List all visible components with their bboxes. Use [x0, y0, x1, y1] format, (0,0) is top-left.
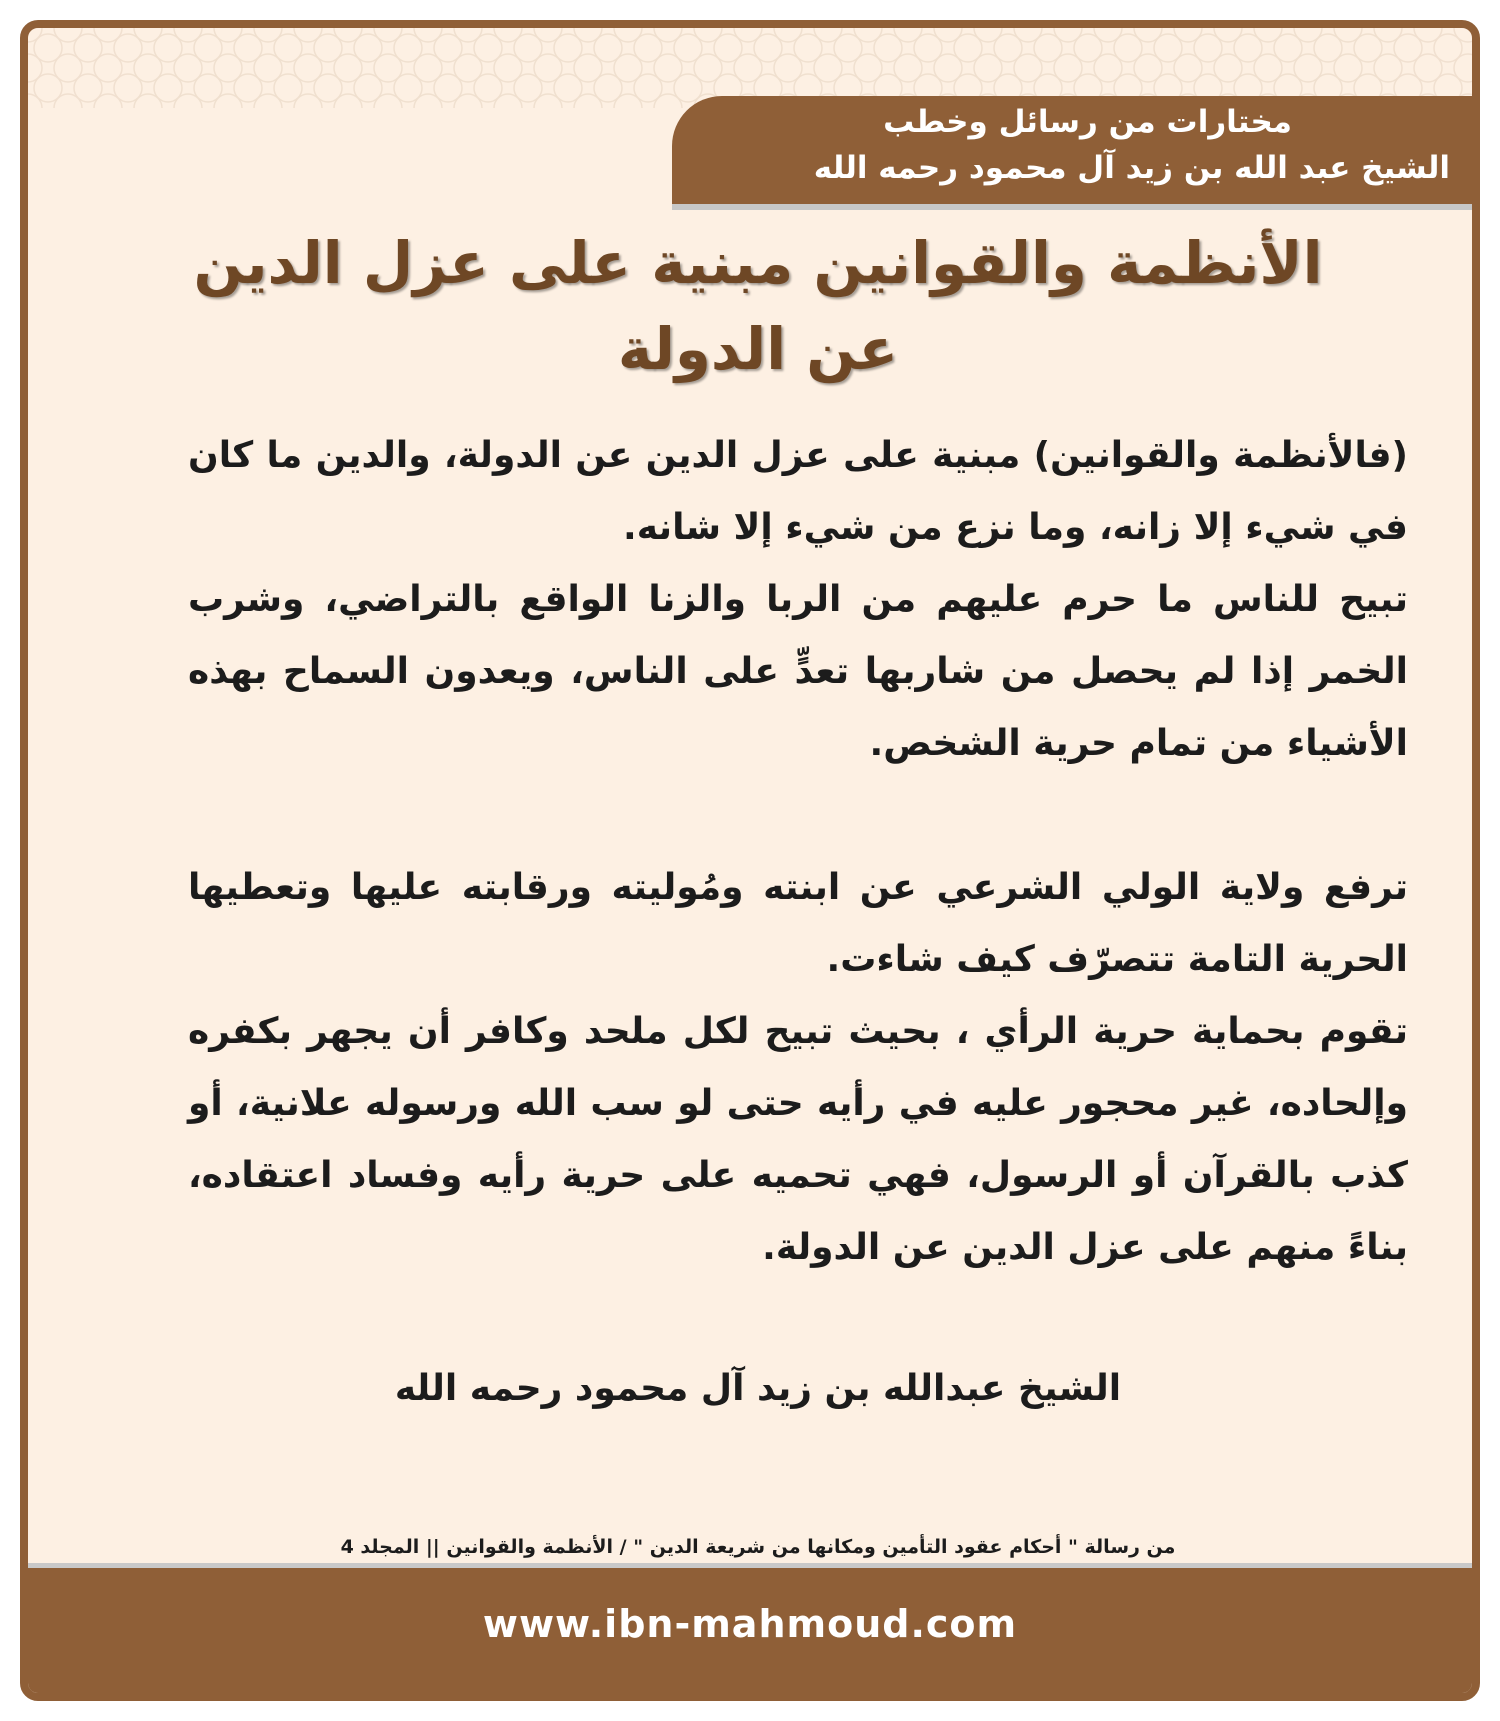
paragraph-4: تقوم بحماية حرية الرأي ، بحيث تبيح لكل ملحد وكافر أن يجهر بكفره وإلحاده، غير محجور عليه في رأيه حتى لو سب الله ورسوله علانية، أو كذب بالقرآن أو الرسول، فهي تحميه على حرية رأيه وفساد اعتقاده، بناءً منهم على عزل الدين عن الدولة.	[188, 1011, 1408, 1268]
author-signature: الشيخ عبدالله بن زيد آل محمود رحمه الله	[394, 1368, 1122, 1409]
paragraph-1: (فالأنظمة والقوانين) مبنية على عزل الدين عن الدولة، والدين ما كان في شيء إلا زانه، وما نزع من شيء إلا شانه.	[188, 435, 1408, 548]
paragraph-3: ترفع ولاية الولي الشرعي عن ابنته ومُوليته ورقابته عليها وتعطيها الحرية التامة تتصرّف كيف شاءت.	[188, 867, 1408, 980]
card-frame	[20, 20, 1480, 1701]
header-author: الشيخ عبد الله بن زيد آل محمود رحمه الله	[813, 150, 1450, 186]
source-citation: من رسالة " أحكام عقود التأمين ومكانها من شريعة الدين " / الأنظمة والقوانين || المجلد 4	[340, 1536, 1176, 1558]
website-link[interactable]: www.ibn-mahmoud.com	[482, 1602, 1018, 1646]
header-band	[672, 96, 1472, 204]
page-title: الأنظمة والقوانين مبنية على عزل الدين عن الدولة	[193, 229, 1323, 383]
header-series-title: مختارات من رسائل وخطب	[883, 104, 1292, 140]
paragraph-2: تبيح للناس ما حرم عليهم من الربا والزنا الواقع بالتراضي، وشرب الخمر إذا لم يحصل من شاربها تعدٍّ على الناس، ويعدون السماح بهذه الأشياء من تمام حرية الشخص.	[188, 579, 1408, 764]
article-body	[188, 420, 1408, 1284]
footer-band	[28, 1563, 1472, 1693]
